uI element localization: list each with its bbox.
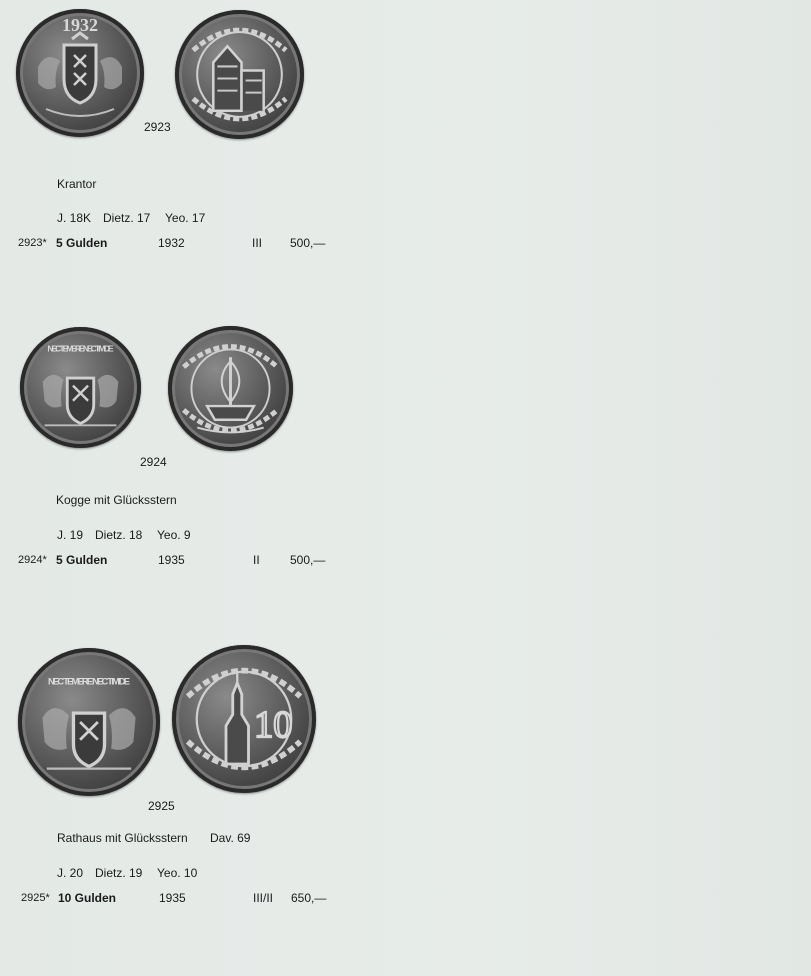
entry-2925-price: 650,— <box>291 891 327 905</box>
entry-2924-grade: II <box>253 553 260 567</box>
entry-2923-price: 500,— <box>290 236 326 250</box>
coin-2925-motto: NEC TEMERE NEC TIMIDE <box>47 675 131 687</box>
entry-2923-ref-dietz: Dietz. 17 <box>103 211 151 225</box>
coin-2923-reverse-image <box>175 10 304 139</box>
coin-2923-label: 2923 <box>144 120 171 134</box>
entry-2923-number: 2923* <box>18 237 47 249</box>
entry-2924-price: 500,— <box>290 553 326 567</box>
entry-2925-ref-yeo: Yeo. 10 <box>157 866 198 880</box>
entry-2924-title: Kogge mit Glücksstern <box>56 493 177 507</box>
entry-2923-year: 1932 <box>158 236 185 250</box>
entry-2923-ref-j: J. 18K <box>57 211 92 225</box>
entry-2925-ref-dietz: Dietz. 19 <box>95 866 143 880</box>
entry-2925-title-extra: Dav. 69 <box>210 831 251 845</box>
entry-2923-grade: III <box>252 236 263 250</box>
coin-2925-reverse-image <box>172 645 316 793</box>
entry-2925-denomination: 10 Gulden <box>58 891 117 905</box>
entry-2924-number: 2924* <box>18 554 47 566</box>
entry-2923-ref-yeo: Yeo. 17 <box>165 211 206 225</box>
entry-2924-year: 1935 <box>158 553 185 567</box>
entry-2924-ref-j: J. 19 <box>57 528 84 542</box>
coin-2925-label: 2925 <box>148 799 175 813</box>
coin-2923-year: 1932 <box>62 15 98 35</box>
coin-2925-value: 10 <box>254 704 293 746</box>
entry-2923-title: Krantor <box>57 177 97 191</box>
coin-2924-label: 2924 <box>140 455 167 469</box>
entry-2924-ref-dietz: Dietz. 18 <box>95 528 143 542</box>
entry-2924-denomination: 5 Gulden <box>56 553 108 567</box>
entry-2925-year: 1935 <box>159 891 186 905</box>
entry-2925-ref-j: J. 20 <box>57 866 84 880</box>
entry-2924-ref-yeo: Yeo. 9 <box>157 528 191 542</box>
entry-2925-number: 2925* <box>21 892 50 904</box>
coin-2924-reverse-image <box>168 326 293 451</box>
entry-2923-denomination: 5 Gulden <box>56 236 108 250</box>
coin-2925-obverse-image <box>18 648 160 796</box>
entry-2925-grade: III/II <box>253 891 274 905</box>
coin-2924-obverse-image <box>20 327 141 448</box>
coin-2923-obverse-image <box>16 9 144 137</box>
coin-2924-motto: NEC TEMERE NEC TIMIDE <box>47 343 114 354</box>
entry-2925-title: Rathaus mit Glücksstern <box>57 831 188 845</box>
